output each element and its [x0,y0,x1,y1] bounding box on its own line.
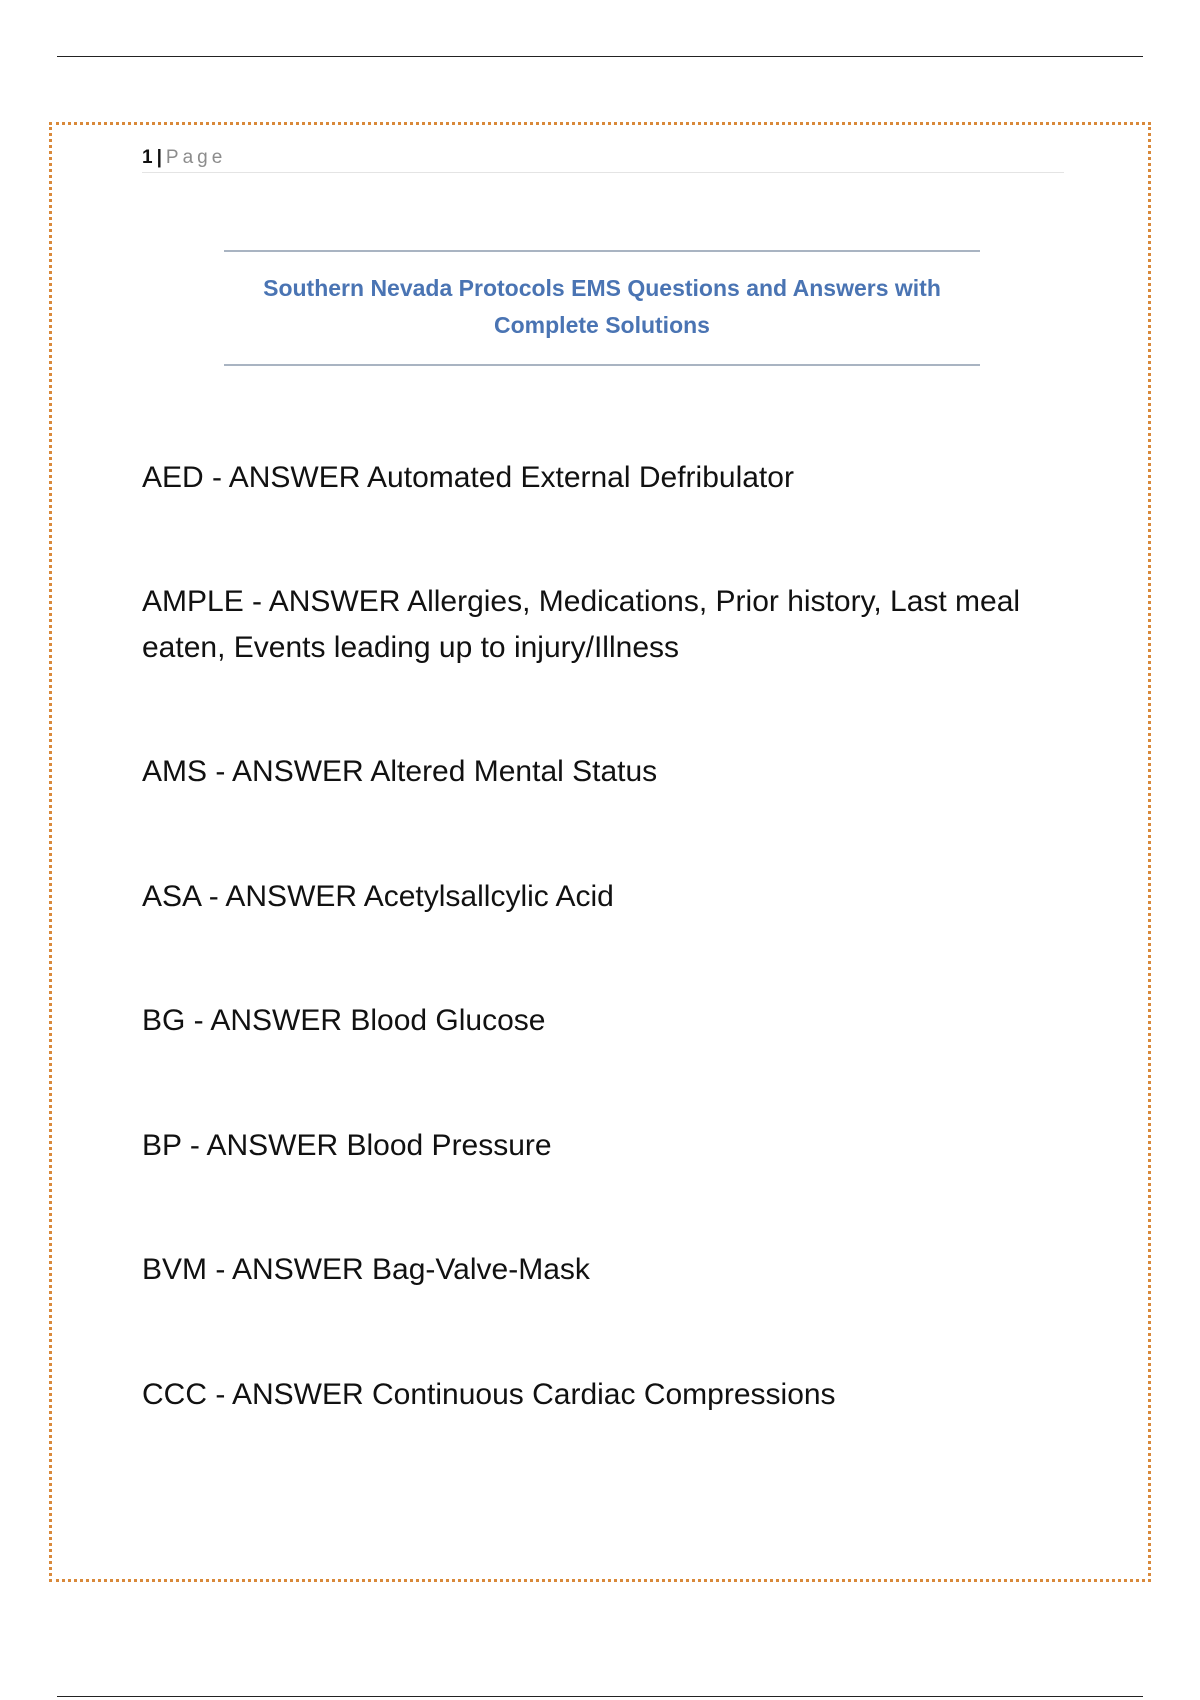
page-number-header [142,146,226,170]
qa-entry-bp: BP - ANSWER Blood Pressure [142,1129,552,1162]
qa-entry-bvm: BVM - ANSWER Bag-Valve-Mask [142,1253,590,1286]
page-label: Page [165,147,227,168]
page-number-separator: | [156,147,162,168]
header-divider [142,172,1064,173]
top-divider [57,56,1143,57]
qa-entry-bg: BG - ANSWER Blood Glucose [142,1004,546,1037]
qa-entry-ccc: CCC - ANSWER Continuous Cardiac Compressions [142,1378,836,1411]
title-top-rule [224,250,980,252]
document-title: Southern Nevada Protocols EMS Questions and Answers with Complete Solutions [263,275,941,338]
qa-entry-asa: ASA - ANSWER Acetylsallcylic Acid [142,880,614,913]
title-bottom-rule [224,364,980,366]
page-number: 1 [142,147,153,168]
qa-entry-ample: AMPLE - ANSWER Allergies, Medications, Prior history, Last meal eaten, Events leading up to injury/Illness [142,585,1021,664]
qa-entry-aed: AED - ANSWER Automated External Defribulator [142,461,794,494]
qa-entry-ams: AMS - ANSWER Altered Mental Status [142,755,658,788]
bottom-divider [57,1696,1143,1697]
